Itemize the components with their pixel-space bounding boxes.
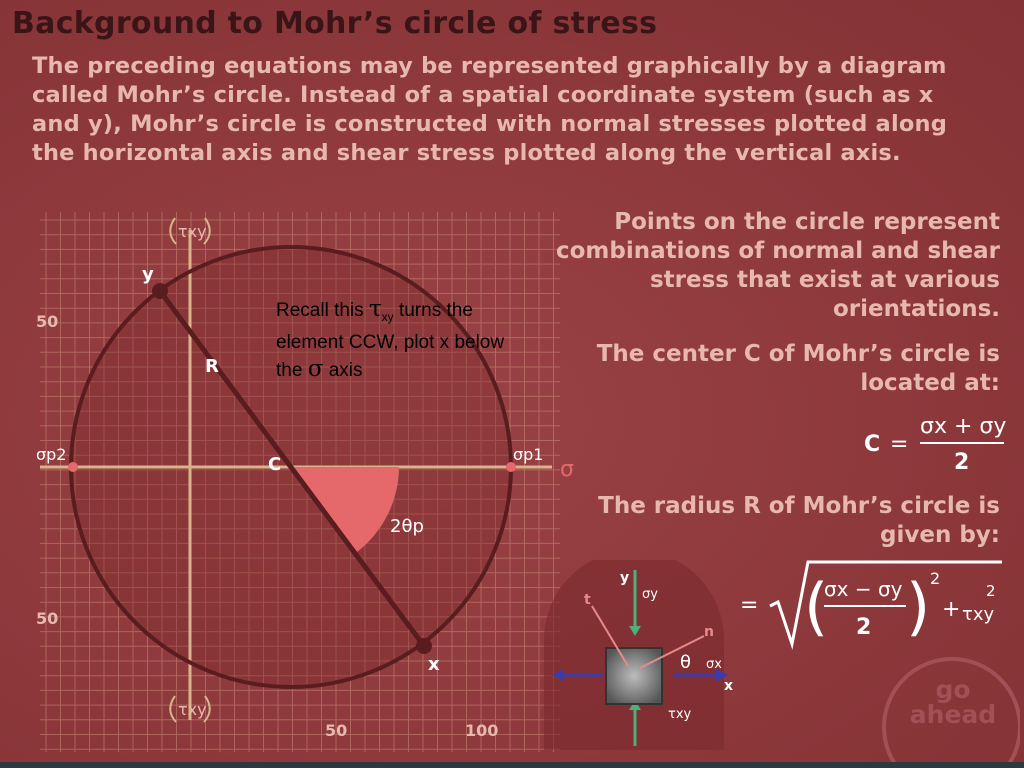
angle-label: 2θp <box>390 516 424 537</box>
tick-label-x-50: 50 <box>325 721 348 740</box>
inset-y-label: y <box>620 570 630 586</box>
recall-callout <box>276 296 516 384</box>
go-ahead-button[interactable] <box>880 655 1020 765</box>
radius-eq-tau-exponent: 2 <box>986 582 996 600</box>
sigma-symbol: σ <box>307 355 324 382</box>
intro-paragraph: The preceding equations may be represented graphically by a diagram called Mohr’s circle. Instead of a spatial coordinate system (such as x and y), Mohr’s circle is constructed with normal stresses plotted along the horizontal axis and shear stress plotted along the vertical axis. <box>32 53 948 166</box>
left-paren: ( <box>804 570 829 643</box>
point-y-label: y <box>142 264 154 285</box>
center-eq-lhs: C <box>864 432 881 457</box>
point-x-marker <box>416 638 432 654</box>
inset-tau-xy: τxy <box>668 707 692 722</box>
right-paren: ) <box>906 570 931 643</box>
inset-n-label: n <box>704 624 714 640</box>
sigma-p2-marker <box>68 462 78 472</box>
center-equation <box>860 405 1010 477</box>
tau-symbol: τ <box>368 296 382 322</box>
sigma-p1-label: σp1 <box>513 445 544 464</box>
inset-t-label: t <box>584 592 591 608</box>
radius-eq-sign: = <box>740 593 759 618</box>
inset-theta: θ <box>680 652 692 673</box>
radius-eq-denominator: 2 <box>856 615 872 640</box>
inset-sigma-y: σy <box>642 587 658 602</box>
tick-label-x-100: 100 <box>465 721 499 740</box>
slide-title: Background to Mohr’s circle of stress <box>12 6 658 41</box>
center-eq-denominator: 2 <box>954 450 970 475</box>
radius-eq-tau: τxy <box>962 604 995 625</box>
center-label: C <box>268 454 282 475</box>
stress-element-box <box>606 648 662 704</box>
go-ahead-line1: go <box>935 675 971 704</box>
tick-label-y-bottom: 50 <box>36 609 59 628</box>
points-paragraph: Points on the circle represent combinations of normal and shear stress that exist at various orientations. <box>556 209 1000 322</box>
radius-label: R <box>205 356 219 377</box>
tau-subscript: xy <box>381 309 394 324</box>
stress-element-inset <box>544 560 744 750</box>
point-y-marker <box>152 283 168 299</box>
sigma-axis-label: σ <box>560 457 574 482</box>
center-paragraph: The center C of Mohr’s circle is located at: <box>596 341 1000 396</box>
tau-top-label: τxy <box>178 222 207 241</box>
center-eq-sign: = <box>890 432 909 457</box>
radius-equation <box>740 556 1010 656</box>
radius-eq-plus: + <box>942 597 961 622</box>
recall-part1: Recall this <box>276 300 364 321</box>
bottom-bar <box>0 762 1024 768</box>
tick-label-y-top: 50 <box>36 312 59 331</box>
go-ahead-label <box>898 677 1008 727</box>
recall-part2: turns the element CCW, plot x below the <box>276 300 505 381</box>
inset-x-label: x <box>724 678 734 694</box>
tau-bottom-label: τxy <box>178 700 207 719</box>
recall-part3: axis <box>328 359 363 381</box>
mohr-circle-diagram <box>0 200 600 762</box>
sigma-p2-label: σp2 <box>36 445 67 464</box>
point-x-label: x <box>428 654 440 675</box>
go-ahead-line2: ahead <box>909 700 997 729</box>
radius-paragraph: The radius R of Mohr’s circle is given by: <box>598 493 1000 548</box>
inset-sigma-x: σx <box>706 657 722 672</box>
radius-eq-numerator: σx − σy <box>824 577 903 601</box>
radius-eq-exponent: 2 <box>930 569 941 588</box>
center-eq-numerator: σx + σy <box>920 414 1007 439</box>
